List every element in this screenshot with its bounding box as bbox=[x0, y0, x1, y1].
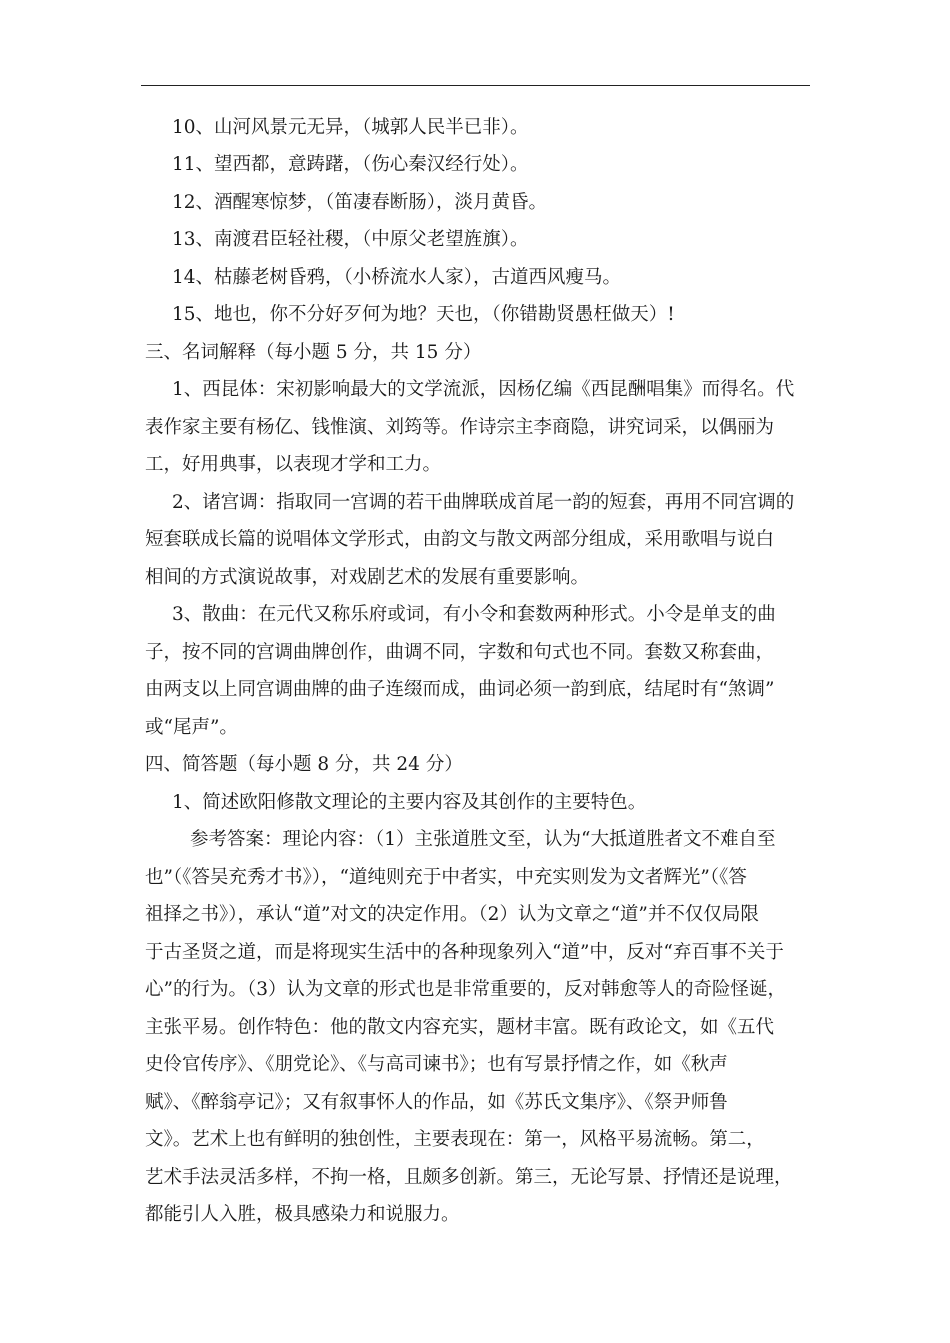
section-heading-terms: 三、名词解释（每小题 5 分，共 15 分） bbox=[145, 342, 482, 363]
answer-line-10: 艺术手法灵活多样，不拘一格，且颇多创新。第三，无论写景、抒情还是说理， bbox=[145, 1167, 793, 1188]
answer-line-12: 12、酒醒寒惊梦，（笛凄春断肠），淡月黄昏。 bbox=[172, 192, 548, 213]
term-xikun-line-2: 表作家主要有杨亿、钱惟演、刘筠等。作诗宗主李商隐，讲究词采，以偶丽为 bbox=[145, 417, 775, 438]
answer-line-10: 10、山河风景元无异，（城郭人民半已非）。 bbox=[172, 117, 529, 138]
answer-line-3: 祖择之书》），承认“道”对文的决定作用。（2）认为文章之“道”并不仅仅局限 bbox=[145, 904, 759, 925]
term-sanqu-line-4: 或“尾声”。 bbox=[145, 717, 238, 738]
answer-line-7: 史伶官传序》、《朋党论》、《与高司谏书》；也有写景抒情之作，如《秋声 bbox=[145, 1054, 728, 1075]
section-heading-short-answer: 四、简答题（每小题 8 分，共 24 分） bbox=[145, 754, 463, 775]
term-xikun-line-3: 工，好用典事，以表现才学和工力。 bbox=[145, 454, 442, 475]
answer-line-8: 赋》、《醉翁亭记》；又有叙事怀人的作品，如《苏氏文集序》、《祭尹师鲁 bbox=[145, 1092, 728, 1113]
answer-line-15: 15、地也，你不分好歹何为地？天也，（你错勘贤愚枉做天）! bbox=[172, 304, 675, 325]
answer-line-6: 主张平易。创作特色：他的散文内容充实，题材丰富。既有政论文，如《五代 bbox=[145, 1017, 775, 1038]
answer-line-1: 参考答案：理论内容：（1）主张道胜文至，认为“大抵道胜者文不难自至 bbox=[190, 829, 776, 850]
answer-line-4: 于古圣贤之道，而是将现实生活中的各种现象列入“道”中，反对“弃百事不关于 bbox=[145, 942, 784, 963]
answer-line-9: 文》。艺术上也有鲜明的独创性，主要表现在：第一，风格平易流畅。第二， bbox=[145, 1129, 765, 1150]
term-xikun-line-1: 1、西昆体：宋初影响最大的文学流派，因杨亿编《西昆酬唱集》而得名。代 bbox=[172, 379, 795, 400]
term-sanqu-line-1: 3、散曲：在元代又称乐府或词，有小令和套数两种形式。小令是单支的曲 bbox=[172, 604, 776, 625]
term-zhugongdiao-line-1: 2、诸宫调：指取同一宫调的若干曲牌联成首尾一韵的短套，再用不同宫调的 bbox=[172, 492, 795, 513]
answer-line-5: 心”的行为。（3）认为文章的形式也是非常重要的，反对韩愈等人的奇险怪诞， bbox=[145, 979, 786, 1000]
term-zhugongdiao-line-3: 相间的方式演说故事，对戏剧艺术的发展有重要影响。 bbox=[145, 567, 590, 588]
answer-line-13: 13、南渡君臣轻社稷，（中原父老望旌旗）。 bbox=[172, 229, 529, 250]
answer-line-11: 都能引人入胜，极具感染力和说服力。 bbox=[145, 1204, 460, 1225]
answer-line-11: 11、望西都，意踌躇，（伤心秦汉经行处）。 bbox=[172, 154, 529, 175]
answer-line-2: 也”（《答吴充秀才书》），“道纯则充于中者实，中充实则发为文者辉光”（《答 bbox=[145, 867, 747, 888]
answer-line-14: 14、枯藤老树昏鸦，（小桥流水人家），古道西风瘦马。 bbox=[172, 267, 622, 288]
term-sanqu-line-2: 子，按不同的宫调曲牌创作，曲调不同，字数和句式也不同。套数又称套曲， bbox=[145, 642, 775, 663]
header-rule bbox=[141, 85, 810, 86]
term-sanqu-line-3: 由两支以上同宫调曲牌的曲子连缀而成，曲词必须一韵到底，结尾时有“煞调” bbox=[145, 679, 775, 700]
question-1: 1、简述欧阳修散文理论的主要内容及其创作的主要特色。 bbox=[172, 792, 647, 813]
term-zhugongdiao-line-2: 短套联成长篇的说唱体文学形式，由韵文与散文两部分组成，采用歌唱与说白 bbox=[145, 529, 775, 550]
